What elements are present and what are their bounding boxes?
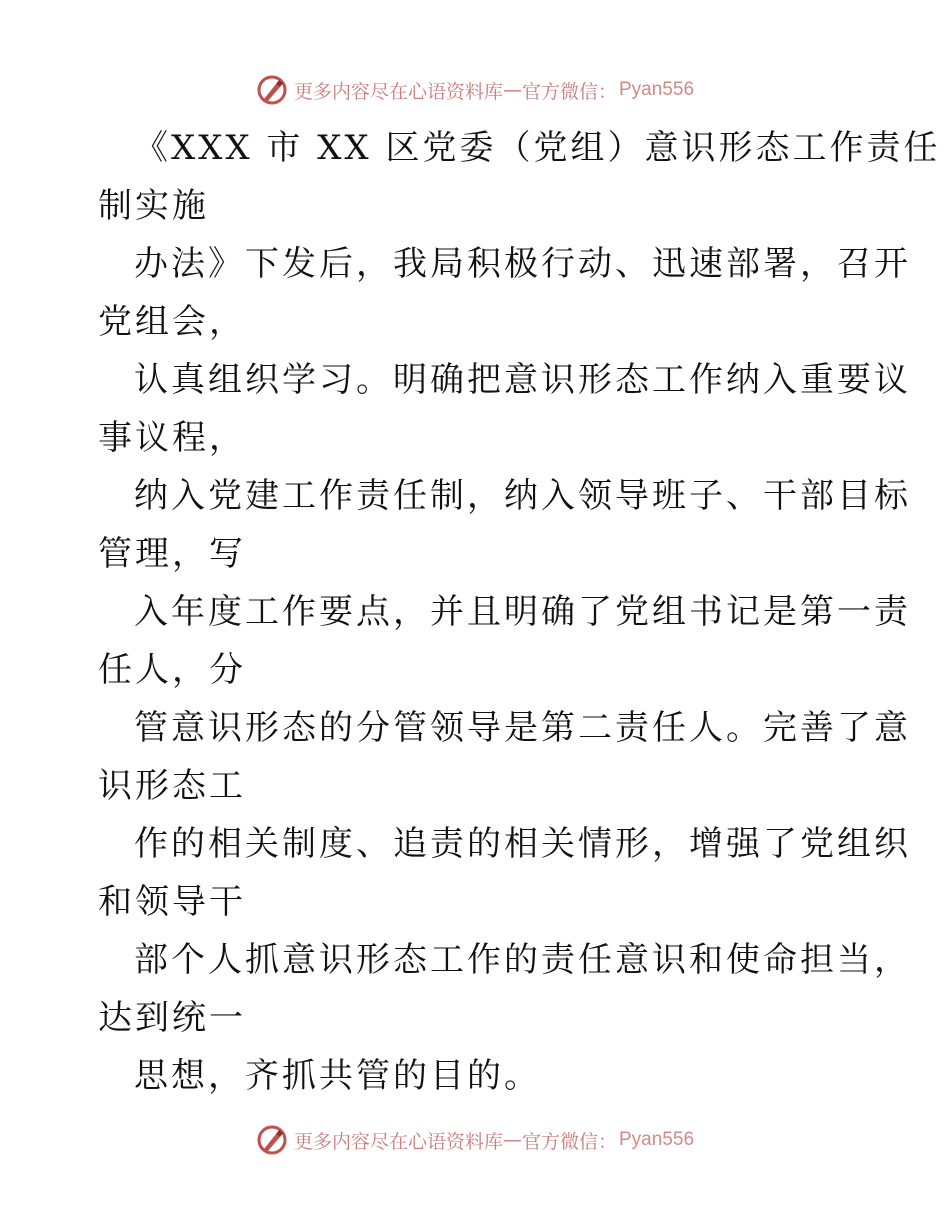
- header-dash: —: [502, 79, 522, 101]
- header-wechat-label: 官方微信：: [521, 80, 617, 103]
- text-line: 《XXX 市 XX 区党委（党组）意识形态工作责任: [134, 128, 941, 168]
- pen-logo-icon: [256, 1124, 288, 1156]
- text-line: 任人，分: [98, 650, 246, 690]
- text-line: 制实施: [98, 186, 209, 226]
- footer-site-text: 更多内容尽在心语资料库: [293, 1130, 503, 1153]
- text-line: 作的相关制度、追责的相关情形，增强了党组织: [134, 824, 911, 864]
- text-line: 达到统一: [98, 998, 246, 1038]
- text-line: 部个人抓意识形态工作的责任意识和使命担当，: [134, 940, 911, 980]
- header-site-text: 更多内容尽在心语资料库: [293, 80, 503, 103]
- text-line: 和领导干: [98, 882, 246, 922]
- text-line: 事议程，: [98, 418, 246, 458]
- text-line: 思想，齐抓共管的目的。: [134, 1056, 541, 1096]
- footer-dash: —: [502, 1129, 522, 1151]
- footer-wechat-id: Pyan556: [619, 1129, 695, 1150]
- text-line: 管理，写: [98, 534, 246, 574]
- footer-banner: [0, 1120, 950, 1160]
- text-line: 入年度工作要点，并且明确了党组书记是第一责: [134, 592, 911, 632]
- text-line: 认真组织学习。明确把意识形态工作纳入重要议: [134, 360, 911, 400]
- footer-wechat-label: 官方微信：: [521, 1130, 617, 1153]
- text-line: 办法》下发后，我局积极行动、迅速部署，召开: [134, 244, 911, 284]
- text-line: 纳入党建工作责任制，纳入领导班子、干部目标: [134, 476, 911, 516]
- text-line: 党组会，: [98, 302, 246, 342]
- text-line: 管意识形态的分管领导是第二责任人。完善了意: [134, 708, 911, 748]
- header-wechat-id: Pyan556: [619, 79, 695, 100]
- text-line: 识形态工: [98, 766, 246, 806]
